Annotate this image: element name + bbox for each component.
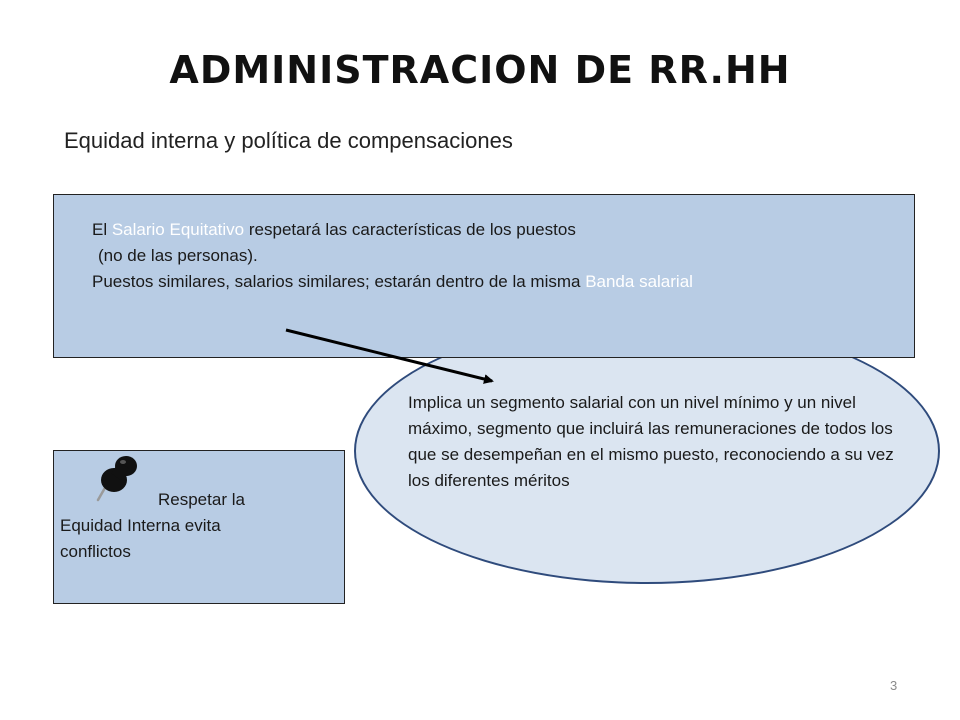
slide-subtitle: Equidad interna y política de compensaciones	[64, 128, 513, 153]
main-line-3	[92, 269, 693, 295]
main-line-1-pre: El	[92, 220, 112, 239]
salario-equitativo-highlight: Salario Equitativo	[111, 220, 245, 239]
equitable-salary-box	[53, 194, 915, 358]
band-explanation-text: Implica un segmento salarial con un nivel mínimo y un nivel máximo, segmento que incluirá las remuneraciones de todos los que se desempeñan en el mismo puesto, reconociendo a su vez los diferentes méritos	[408, 393, 894, 490]
main-line-1	[92, 217, 693, 243]
internal-equity-line-1: Respetar la	[158, 490, 245, 509]
page-number: 3	[890, 678, 898, 693]
internal-equity-line-2: Equidad Interna evita	[60, 516, 221, 535]
push-pin-icon	[92, 450, 142, 506]
main-line-1-post: respetará las características de los puestos	[244, 220, 576, 239]
internal-equity-line-3: conflictos	[60, 542, 131, 561]
slide-title: ADMINISTRACION DE RR.HH	[169, 48, 791, 92]
banda-salarial-highlight: Banda salarial	[585, 272, 693, 291]
main-line-2: (no de las personas).	[98, 246, 258, 265]
equitable-salary-text	[92, 217, 693, 295]
main-line-3-pre: Puestos similares, salarios similares; estarán dentro de la misma	[92, 272, 586, 291]
